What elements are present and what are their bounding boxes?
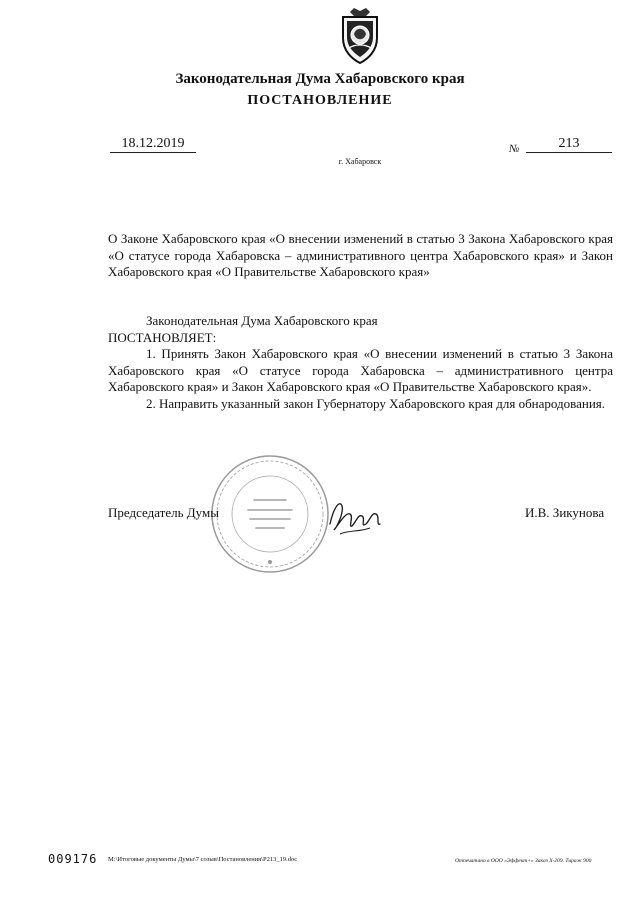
document-date: 18.12.2019 [110,135,196,153]
document-subject: О Законе Хабаровского края «О внесении изменений в статью 3 Закона Хабаровского края «О статусе города Хабаровска – административного центра Хабаровского края» и Закон Хабаровского края «О Правительстве Хабаровского края» [108,231,613,279]
document-type: ПОСТАНОВЛЕНИЕ [247,93,393,108]
body-resolves: ПОСТАНОВЛЯЕТ: [108,329,217,345]
city-label: г. Хабаровск [338,157,382,166]
handwritten-signature [326,494,384,538]
body-item-2: 2. Направить указанный закон Губернатору Хабаровского края для обнародования. [146,395,606,411]
document-body [108,313,613,412]
body-item-1: 1. Принять Закон Хабаровского края «О внесении изменений в статью 3 Закона Хабаровского края «О статусе города Хабаровска – административного центра Хабаровского края» и Закон Хабаровского края «О Правительстве Хабаровского края». [108,346,613,394]
official-stamp-seal [208,452,332,576]
number-sign: № [509,143,520,155]
document-number: 213 [526,135,612,153]
signatory-name: И.В. Зикунова [525,505,605,520]
footer-file-path: M:\Итоговые документы Думы\7 созыв\Постановления\P213_19.doc [108,856,298,863]
footer-code: 009176 [48,852,98,866]
signatory-role: Председатель Думы [108,505,219,520]
organization-title: Законодательная Дума Хабаровского края [175,71,465,87]
footer-print-info: Отпечатано в ООО «Эффект+» Заказ Х-209. Тираж 900 [455,858,592,864]
body-intro: Законодательная Дума Хабаровского края [146,313,378,328]
coat-of-arms-emblem [335,8,385,64]
